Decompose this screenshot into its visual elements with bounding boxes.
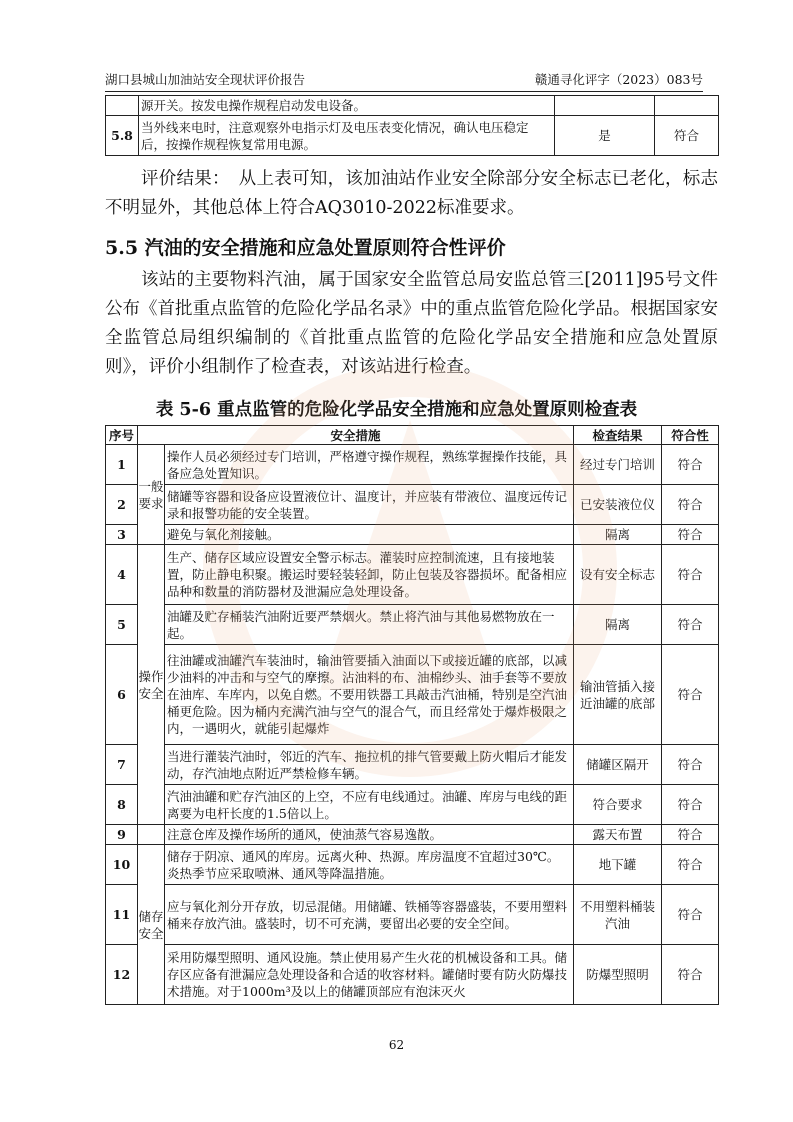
row-result — [555, 96, 655, 116]
table-row — [106, 445, 719, 485]
table-row — [106, 116, 719, 156]
row-conformity: 符合 — [662, 445, 719, 485]
row-measure: 储存于阴凉、通风的库房。远离火种、热源。库房温度不宜超过30℃。炎热季节应采取喷淋、通风等降温措施。 — [165, 845, 574, 885]
row-measure: 当进行灌装汽油时，邻近的汽车、拖拉机的排气管要戴上防火帽后才能发动，存汽油地点附近严禁检修车辆。 — [165, 745, 574, 785]
table-row — [106, 785, 719, 825]
group-storage-safety: 储存安全 — [138, 845, 165, 1005]
row-measure: 操作人员必须经过专门培训，严格遵守操作规程，熟练掌握操作技能，具备应急处置知识。 — [165, 445, 574, 485]
header-measure: 安全措施 — [138, 426, 574, 445]
table-row — [106, 645, 719, 745]
header-number: 序号 — [106, 426, 138, 445]
row-measure: 生产、储存区域应设置安全警示标志。灌装时应控制流速，且有接地装置，防止静电积聚。搬运时要轻装轻卸，防止包装及容器损坏。配备相应品种和数量的消防器材及泄漏应急处理设备。 — [165, 545, 574, 605]
row-conformity: 符合 — [662, 525, 719, 545]
row-result: 隔离 — [574, 605, 662, 645]
row-result: 输油管插入接近油罐的底部 — [574, 645, 662, 745]
header-document-number: 赣通寻化评字（2023）083号 — [534, 72, 703, 87]
row-conformity: 符合 — [662, 845, 719, 885]
table-row — [106, 485, 719, 525]
row-measure: 避免与氧化剂接触。 — [165, 525, 574, 545]
row-result: 设有安全标志 — [574, 545, 662, 605]
row-number: 7 — [106, 745, 138, 785]
row-measure: 油罐及贮存桶装汽油附近要严禁烟火。禁止将汽油与其他易燃物放在一起。 — [165, 605, 574, 645]
row-result: 不用塑料桶装汽油 — [574, 885, 662, 945]
row-result: 是 — [555, 116, 655, 156]
row-conformity: 符合 — [662, 825, 719, 845]
row-conformity: 符合 — [662, 645, 719, 745]
row-number: 6 — [106, 645, 138, 745]
row-conformity: 符合 — [662, 885, 719, 945]
intro-paragraph: 该站的主要物料汽油，属于国家安全监管总局安监总管三[2011]95号文件公布《首批重点监管的危险化学品名录》中的重点监管危险化学品。根据国家安全监管总局组织编制的《首批重点监管的危险化学品安全措施和应急处置原则》，评价小组制作了检查表，对该站进行检查。 — [105, 270, 718, 377]
group-operation-safety: 操作安全 — [138, 545, 165, 825]
row-result: 符合要求 — [574, 785, 662, 825]
row-conformity: 符合 — [662, 605, 719, 645]
table-title: 表 5-6 重点监管的危险化学品安全措施和应急处置原则检查表 — [155, 400, 638, 420]
row-result: 防爆型照明 — [574, 945, 662, 1005]
row-number: 9 — [106, 825, 138, 845]
row-measure: 应与氧化剂分开存放，切忌混储。用储罐、铁桶等容器盛装，不要用塑料桶来存放汽油。盛装时，切不可充满，要留出必要的安全空间。 — [165, 885, 574, 945]
row-number: 8 — [106, 785, 138, 825]
row-conformity: 符合 — [662, 945, 719, 1005]
evaluation-result-paragraph: 评价结果： 从上表可知，该加油站作业安全除部分安全标志已老化，标志不明显外，其他总体上符合AQ3010-2022标准要求。 — [105, 169, 718, 218]
row-conformity: 符合 — [662, 785, 719, 825]
row-number: 5.8 — [106, 116, 139, 156]
row-content: 当外线来电时，注意观察外电指示灯及电压表变化情况，确认电压稳定后，按操作规程恢复常用电源。 — [139, 116, 555, 156]
row-measure: 往油罐或油罐汽车装油时，输油管要插入油面以下或接近罐的底部，以减少油料的冲击和与空气的摩擦。沾油料的布、油棉纱头、油手套等不要放在油库、车库内，以免自燃。不要用铁器工具敲击汽油桶，特别是空汽油桶更危险。因为桶内充满汽油与空气的混合气，而且经常处于爆炸极限之内，一遇明火，就能引起爆炸 — [165, 645, 574, 745]
row-number: 11 — [106, 885, 138, 945]
row-measure: 储罐等容器和设备应设置液位计、温度计，并应装有带液位、温度远传记录和报警功能的安全装置。 — [165, 485, 574, 525]
table-row — [106, 945, 719, 1005]
row-result: 露天布置 — [574, 825, 662, 845]
row-number: 4 — [106, 545, 138, 605]
continued-table — [105, 95, 719, 156]
header-result: 检查结果 — [574, 426, 662, 445]
row-result: 地下罐 — [574, 845, 662, 885]
row-number: 5 — [106, 605, 138, 645]
row-measure: 采用防爆型照明、通风设施。禁止使用易产生火花的机械设备和工具。储存区应备有泄漏应急处理设备和合适的收容材料。罐储时要有防火防爆技术措施。对于1000m³及以上的储罐顶部应有泡沫灭火 — [165, 945, 574, 1005]
table-row — [106, 745, 719, 785]
row-number: 10 — [106, 845, 138, 885]
row-conformity: 符合 — [655, 116, 719, 156]
table-row — [106, 845, 719, 885]
row-conformity — [655, 96, 719, 116]
row-conformity: 符合 — [662, 485, 719, 525]
page-header — [105, 66, 703, 92]
row-number: 1 — [106, 445, 138, 485]
section-title: 5.5 汽油的安全措施和应急处置原则符合性评价 — [105, 237, 506, 259]
header-conformity: 符合性 — [662, 426, 719, 445]
header-report-title: 湖口县城山加油站安全现状评价报告 — [105, 72, 306, 87]
row-result: 经过专门培训 — [574, 445, 662, 485]
row-conformity: 符合 — [662, 545, 719, 605]
table-row — [106, 525, 719, 545]
table-row — [106, 605, 719, 645]
table-row — [106, 885, 719, 945]
row-result: 隔离 — [574, 525, 662, 545]
checklist-table — [105, 425, 719, 1005]
table-header-row — [106, 426, 719, 445]
row-number: 12 — [106, 945, 138, 1005]
table-row — [106, 825, 719, 845]
row-measure: 汽油油罐和贮存汽油区的上空，不应有电线通过。油罐、库房与电线的距离要为电杆长度的1.5倍以上。 — [165, 785, 574, 825]
table-row — [106, 96, 719, 116]
row-number: 3 — [106, 525, 138, 545]
row-conformity: 符合 — [662, 745, 719, 785]
table-row — [106, 545, 719, 605]
group-general-requirements: 一般要求 — [138, 445, 165, 545]
row-measure: 注意仓库及操作场所的通风，使油蒸气容易逸散。 — [165, 825, 574, 845]
row-result: 已安装液位仪 — [574, 485, 662, 525]
row-number — [106, 96, 139, 116]
row-result: 储罐区隔开 — [574, 745, 662, 785]
row-number: 2 — [106, 485, 138, 525]
row-content: 源开关。按发电操作规程启动发电设备。 — [139, 96, 555, 116]
page-number: 62 — [388, 1038, 405, 1052]
